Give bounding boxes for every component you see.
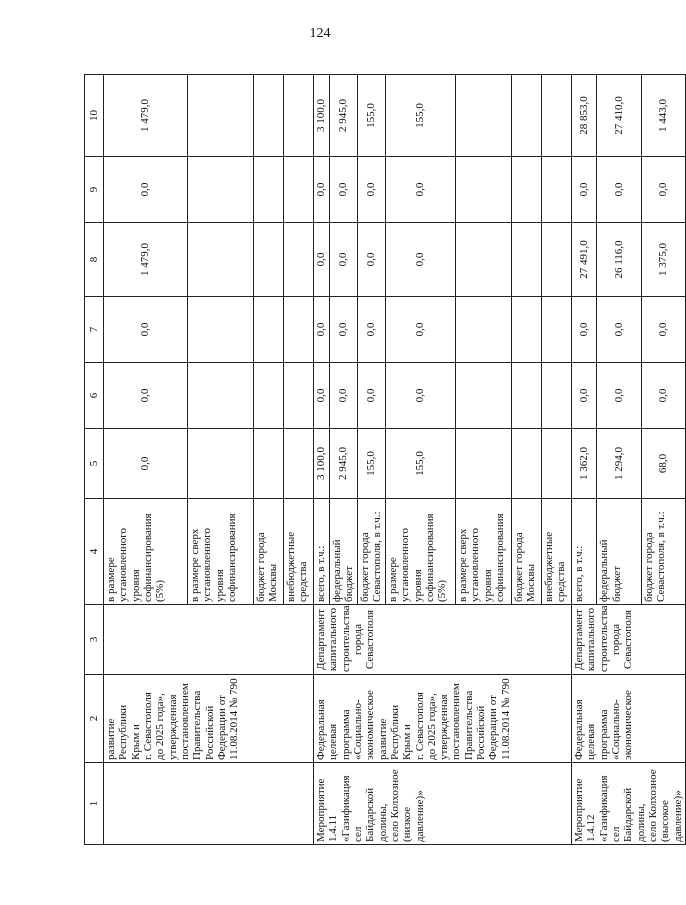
table-row [572, 75, 597, 845]
value-cell [512, 75, 542, 157]
value-cell [512, 297, 542, 363]
value-cell: 155,0 [386, 429, 456, 499]
header-cell: 1 [85, 763, 104, 845]
value-cell: 0,0 [330, 363, 358, 429]
source-label: бюджет города Москвы [254, 499, 284, 605]
header-cell: 9 [85, 157, 104, 223]
value-cell [188, 223, 254, 297]
source-label: федеральный бюджет [330, 499, 358, 605]
header-cell: 3 [85, 605, 104, 675]
event-cell [104, 763, 314, 845]
table-row [104, 75, 188, 845]
value-cell [188, 75, 254, 157]
value-cell: 68,0 [641, 429, 685, 499]
value-cell [456, 363, 512, 429]
value-cell [456, 157, 512, 223]
value-cell: 0,0 [104, 297, 188, 363]
value-cell: 1 479,0 [104, 75, 188, 157]
value-cell: 1 294,0 [597, 429, 641, 499]
value-cell [542, 75, 572, 157]
value-cell [284, 429, 314, 499]
header-row [85, 75, 104, 845]
value-cell: 0,0 [386, 363, 456, 429]
value-cell [254, 429, 284, 499]
value-cell [456, 429, 512, 499]
header-cell: 6 [85, 363, 104, 429]
source-label: внебюджетные средства [284, 499, 314, 605]
value-cell [284, 363, 314, 429]
value-cell: 0,0 [314, 157, 330, 223]
value-cell [456, 297, 512, 363]
source-label: бюджет города Севастополя, в т.ч.: [641, 499, 685, 605]
value-cell [512, 429, 542, 499]
executor-cell [104, 605, 314, 675]
value-cell [254, 223, 284, 297]
value-cell: 27 410,0 [597, 75, 641, 157]
executor-cell: Департамент капитального строительства города Севастополя [314, 605, 572, 675]
source-label: федеральный бюджет [597, 499, 641, 605]
value-cell: 2 945,0 [330, 75, 358, 157]
value-cell: 0,0 [641, 297, 685, 363]
source-label: внебюджетные средства [542, 499, 572, 605]
header-cell: 8 [85, 223, 104, 297]
value-cell: 0,0 [386, 223, 456, 297]
value-cell: 0,0 [358, 363, 386, 429]
value-cell: 0,0 [386, 297, 456, 363]
value-cell [542, 223, 572, 297]
value-cell: 27 491,0 [572, 223, 597, 297]
rotated-table-wrapper [84, 75, 684, 845]
table-row [314, 75, 330, 845]
header-cell: 5 [85, 429, 104, 499]
value-cell: 0,0 [641, 157, 685, 223]
value-cell: 0,0 [330, 157, 358, 223]
value-cell [254, 297, 284, 363]
value-cell: 1 443,0 [641, 75, 685, 157]
value-cell [512, 363, 542, 429]
budget-table [84, 74, 686, 845]
value-cell: 0,0 [104, 429, 188, 499]
value-cell: 1 375,0 [641, 223, 685, 297]
event-cell: Мероприятие 1.4.12 «Газификация сел Байдарской долины, село Колхозное (высокое давление)» [572, 763, 686, 845]
value-cell: 0,0 [641, 363, 685, 429]
value-cell: 0,0 [597, 297, 641, 363]
value-cell: 0,0 [314, 297, 330, 363]
value-cell [188, 297, 254, 363]
value-cell: 0,0 [358, 157, 386, 223]
value-cell [542, 157, 572, 223]
source-label: всего, в т.ч.: [572, 499, 597, 605]
header-cell: 4 [85, 499, 104, 605]
value-cell [542, 363, 572, 429]
value-cell: 0,0 [597, 157, 641, 223]
value-cell [254, 75, 284, 157]
value-cell: 155,0 [386, 75, 456, 157]
value-cell: 155,0 [358, 75, 386, 157]
source-label: в размере сверх установленного уровня софинансирования [456, 499, 512, 605]
event-cell: Мероприятие 1.4.11 «Газификация сел Байдарской долины, село Колхозное (низкое давление)» [314, 763, 572, 845]
value-cell: 155,0 [358, 429, 386, 499]
value-cell [512, 223, 542, 297]
value-cell: 0,0 [330, 223, 358, 297]
value-cell: 0,0 [572, 363, 597, 429]
value-cell [284, 157, 314, 223]
value-cell [188, 363, 254, 429]
value-cell [456, 75, 512, 157]
value-cell: 1 362,0 [572, 429, 597, 499]
program-cell: развитие Республики Крым и г. Севастополя до 2025 года», утвержденная постановлением Правительства Российской Федерации от 11.08.2014 № 790 [104, 675, 314, 763]
value-cell [188, 429, 254, 499]
value-cell: 3 100,0 [314, 75, 330, 157]
source-label: в размере сверх установленного уровня софинансирования [188, 499, 254, 605]
value-cell [542, 297, 572, 363]
header-cell: 10 [85, 75, 104, 157]
value-cell: 0,0 [572, 157, 597, 223]
executor-cell: Департамент капитального строительства города Севастополя [572, 605, 686, 675]
value-cell: 1 479,0 [104, 223, 188, 297]
program-cell: Федеральная целевая программа «Социально- экономическое развитие Республики Крым и г. Севастополя до 2025 года», утвержденная постановлением Правительства Российской Федерации от 11.08.2014 № 790 [314, 675, 572, 763]
source-label: бюджет города Москвы [512, 499, 542, 605]
source-label: в размере установленного уровня софинансирования (5%) [104, 499, 188, 605]
value-cell: 0,0 [104, 363, 188, 429]
value-cell: 0,0 [597, 363, 641, 429]
source-label: в размере установленного уровня софинансирования (5%) [386, 499, 456, 605]
value-cell: 3 100,0 [314, 429, 330, 499]
source-label: бюджет города Севастополя, в т.ч.: [358, 499, 386, 605]
value-cell: 0,0 [386, 157, 456, 223]
source-label: всего, в т.ч.: [314, 499, 330, 605]
program-cell: Федеральная целевая программа «Социально- экономическое [572, 675, 686, 763]
value-cell: 0,0 [104, 157, 188, 223]
page-number: 124 [309, 26, 331, 41]
value-cell: 28 853,0 [572, 75, 597, 157]
value-cell [284, 297, 314, 363]
value-cell [188, 157, 254, 223]
value-cell [456, 223, 512, 297]
value-cell [512, 157, 542, 223]
value-cell [254, 157, 284, 223]
value-cell [254, 363, 284, 429]
value-cell [284, 223, 314, 297]
value-cell: 0,0 [358, 297, 386, 363]
value-cell: 0,0 [330, 297, 358, 363]
value-cell: 26 116,0 [597, 223, 641, 297]
value-cell: 0,0 [314, 223, 330, 297]
value-cell [284, 75, 314, 157]
value-cell: 2 945,0 [330, 429, 358, 499]
header-cell: 2 [85, 675, 104, 763]
value-cell: 0,0 [358, 223, 386, 297]
value-cell [542, 429, 572, 499]
value-cell: 0,0 [572, 297, 597, 363]
value-cell: 0,0 [314, 363, 330, 429]
header-cell: 7 [85, 297, 104, 363]
